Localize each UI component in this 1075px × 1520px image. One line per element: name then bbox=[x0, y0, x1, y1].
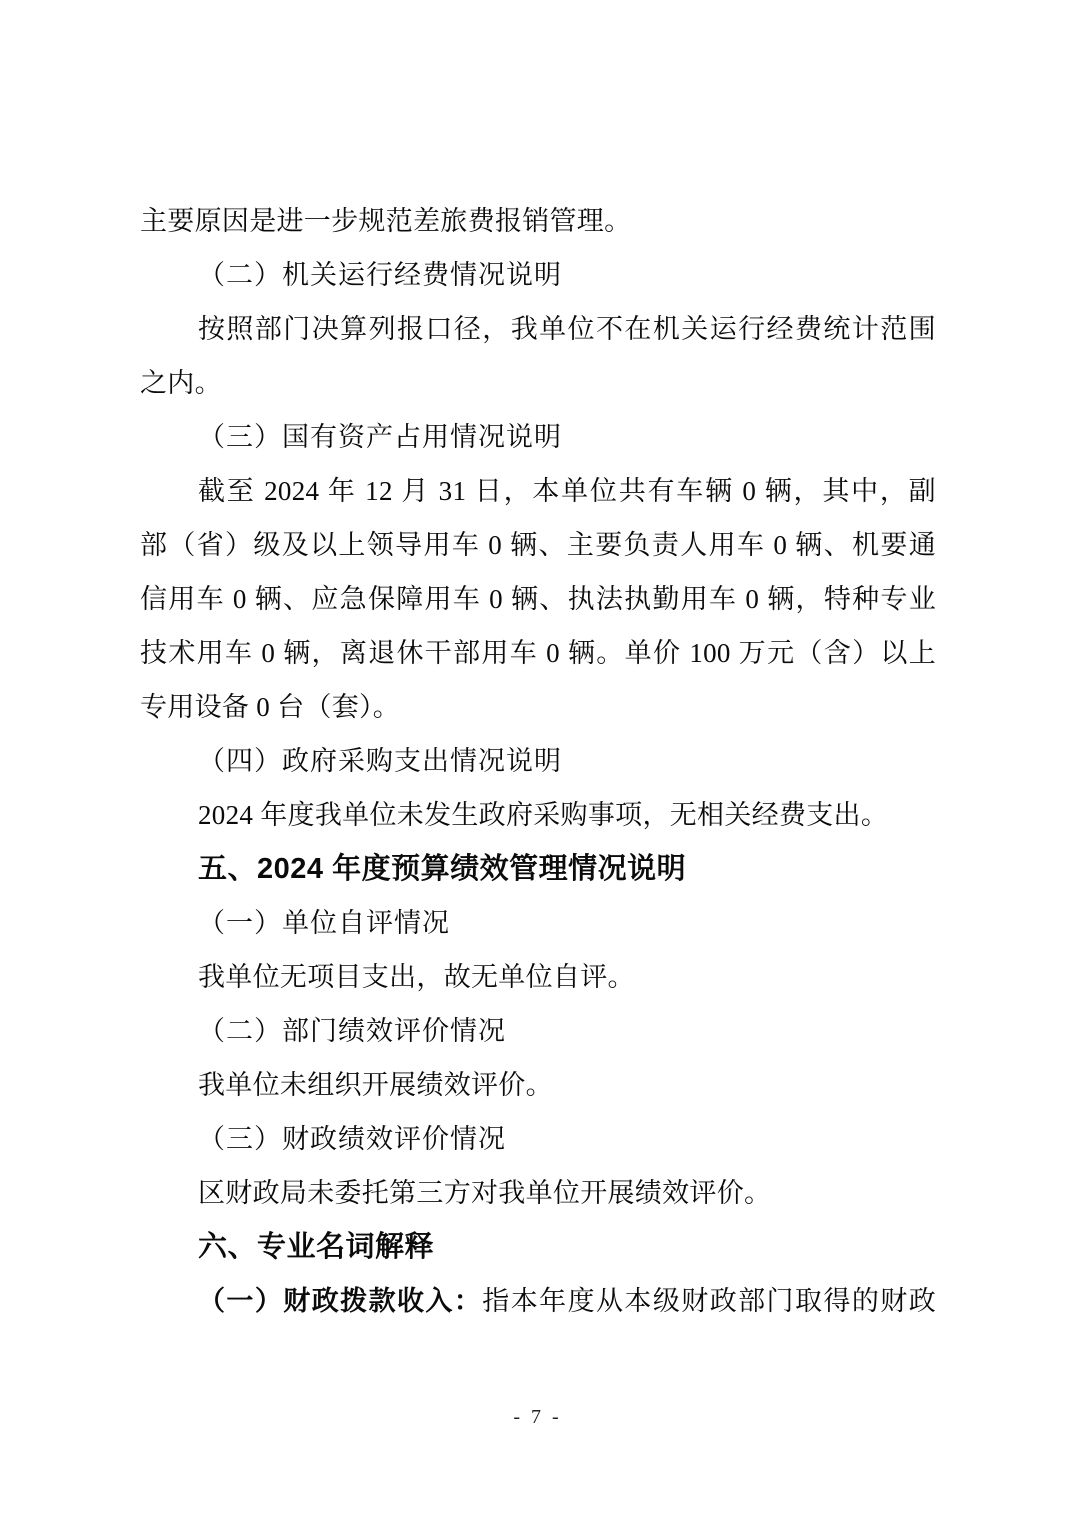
text-line: 专用设备 0 台（套）。 bbox=[140, 692, 401, 722]
text-line: （一）单位自评情况 bbox=[198, 908, 450, 938]
text-line: 2024 年度我单位未发生政府采购事项，无相关经费支出。 bbox=[198, 800, 889, 830]
section-heading: 六、专业名词解释 bbox=[198, 1231, 435, 1263]
term-label: （一）财政拨款收入： bbox=[198, 1286, 483, 1316]
text-line: 技术用车 0 辆，离退休干部用车 0 辆。单价 100 万元（含）以上 bbox=[140, 638, 936, 668]
section-heading: 五、2024 年度预算绩效管理情况说明 bbox=[198, 853, 687, 885]
text-line: 我单位未组织开展绩效评价。 bbox=[198, 1070, 553, 1100]
text-line: 我单位无项目支出，故无单位自评。 bbox=[198, 962, 635, 992]
text-line: 截至 2024 年 12 月 31 日，本单位共有车辆 0 辆，其中，副 bbox=[198, 476, 936, 506]
page-number: - 7 - bbox=[513, 1406, 562, 1428]
text-line: （四）政府采购支出情况说明 bbox=[198, 746, 562, 776]
text-line: 主要原因是进一步规范差旅费报销管理。 bbox=[140, 206, 632, 236]
text-line: 信用车 0 辆、应急保障用车 0 辆、执法执勤用车 0 辆，特种专业 bbox=[140, 584, 936, 614]
document-body bbox=[140, 194, 936, 1328]
text-line: 部（省）级及以上领导用车 0 辆、主要负责人用车 0 辆、机要通 bbox=[140, 530, 936, 560]
text-line: （二）部门绩效评价情况 bbox=[198, 1016, 506, 1046]
text-line bbox=[140, 1274, 936, 1328]
text-line: 区财政局未委托第三方对我单位开展绩效评价。 bbox=[198, 1178, 772, 1208]
text-line: （三）国有资产占用情况说明 bbox=[198, 422, 562, 452]
text-line: 之内。 bbox=[140, 368, 222, 398]
text-line: （三）财政绩效评价情况 bbox=[198, 1124, 506, 1154]
text-line: （二）机关运行经费情况说明 bbox=[198, 260, 562, 290]
page-footer bbox=[0, 1404, 1075, 1430]
text-line: 按照部门决算列报口径，我单位不在机关运行经费统计范围 bbox=[198, 314, 936, 344]
term-definition: 指本年度从本级财政部门取得的财政 bbox=[482, 1286, 936, 1316]
